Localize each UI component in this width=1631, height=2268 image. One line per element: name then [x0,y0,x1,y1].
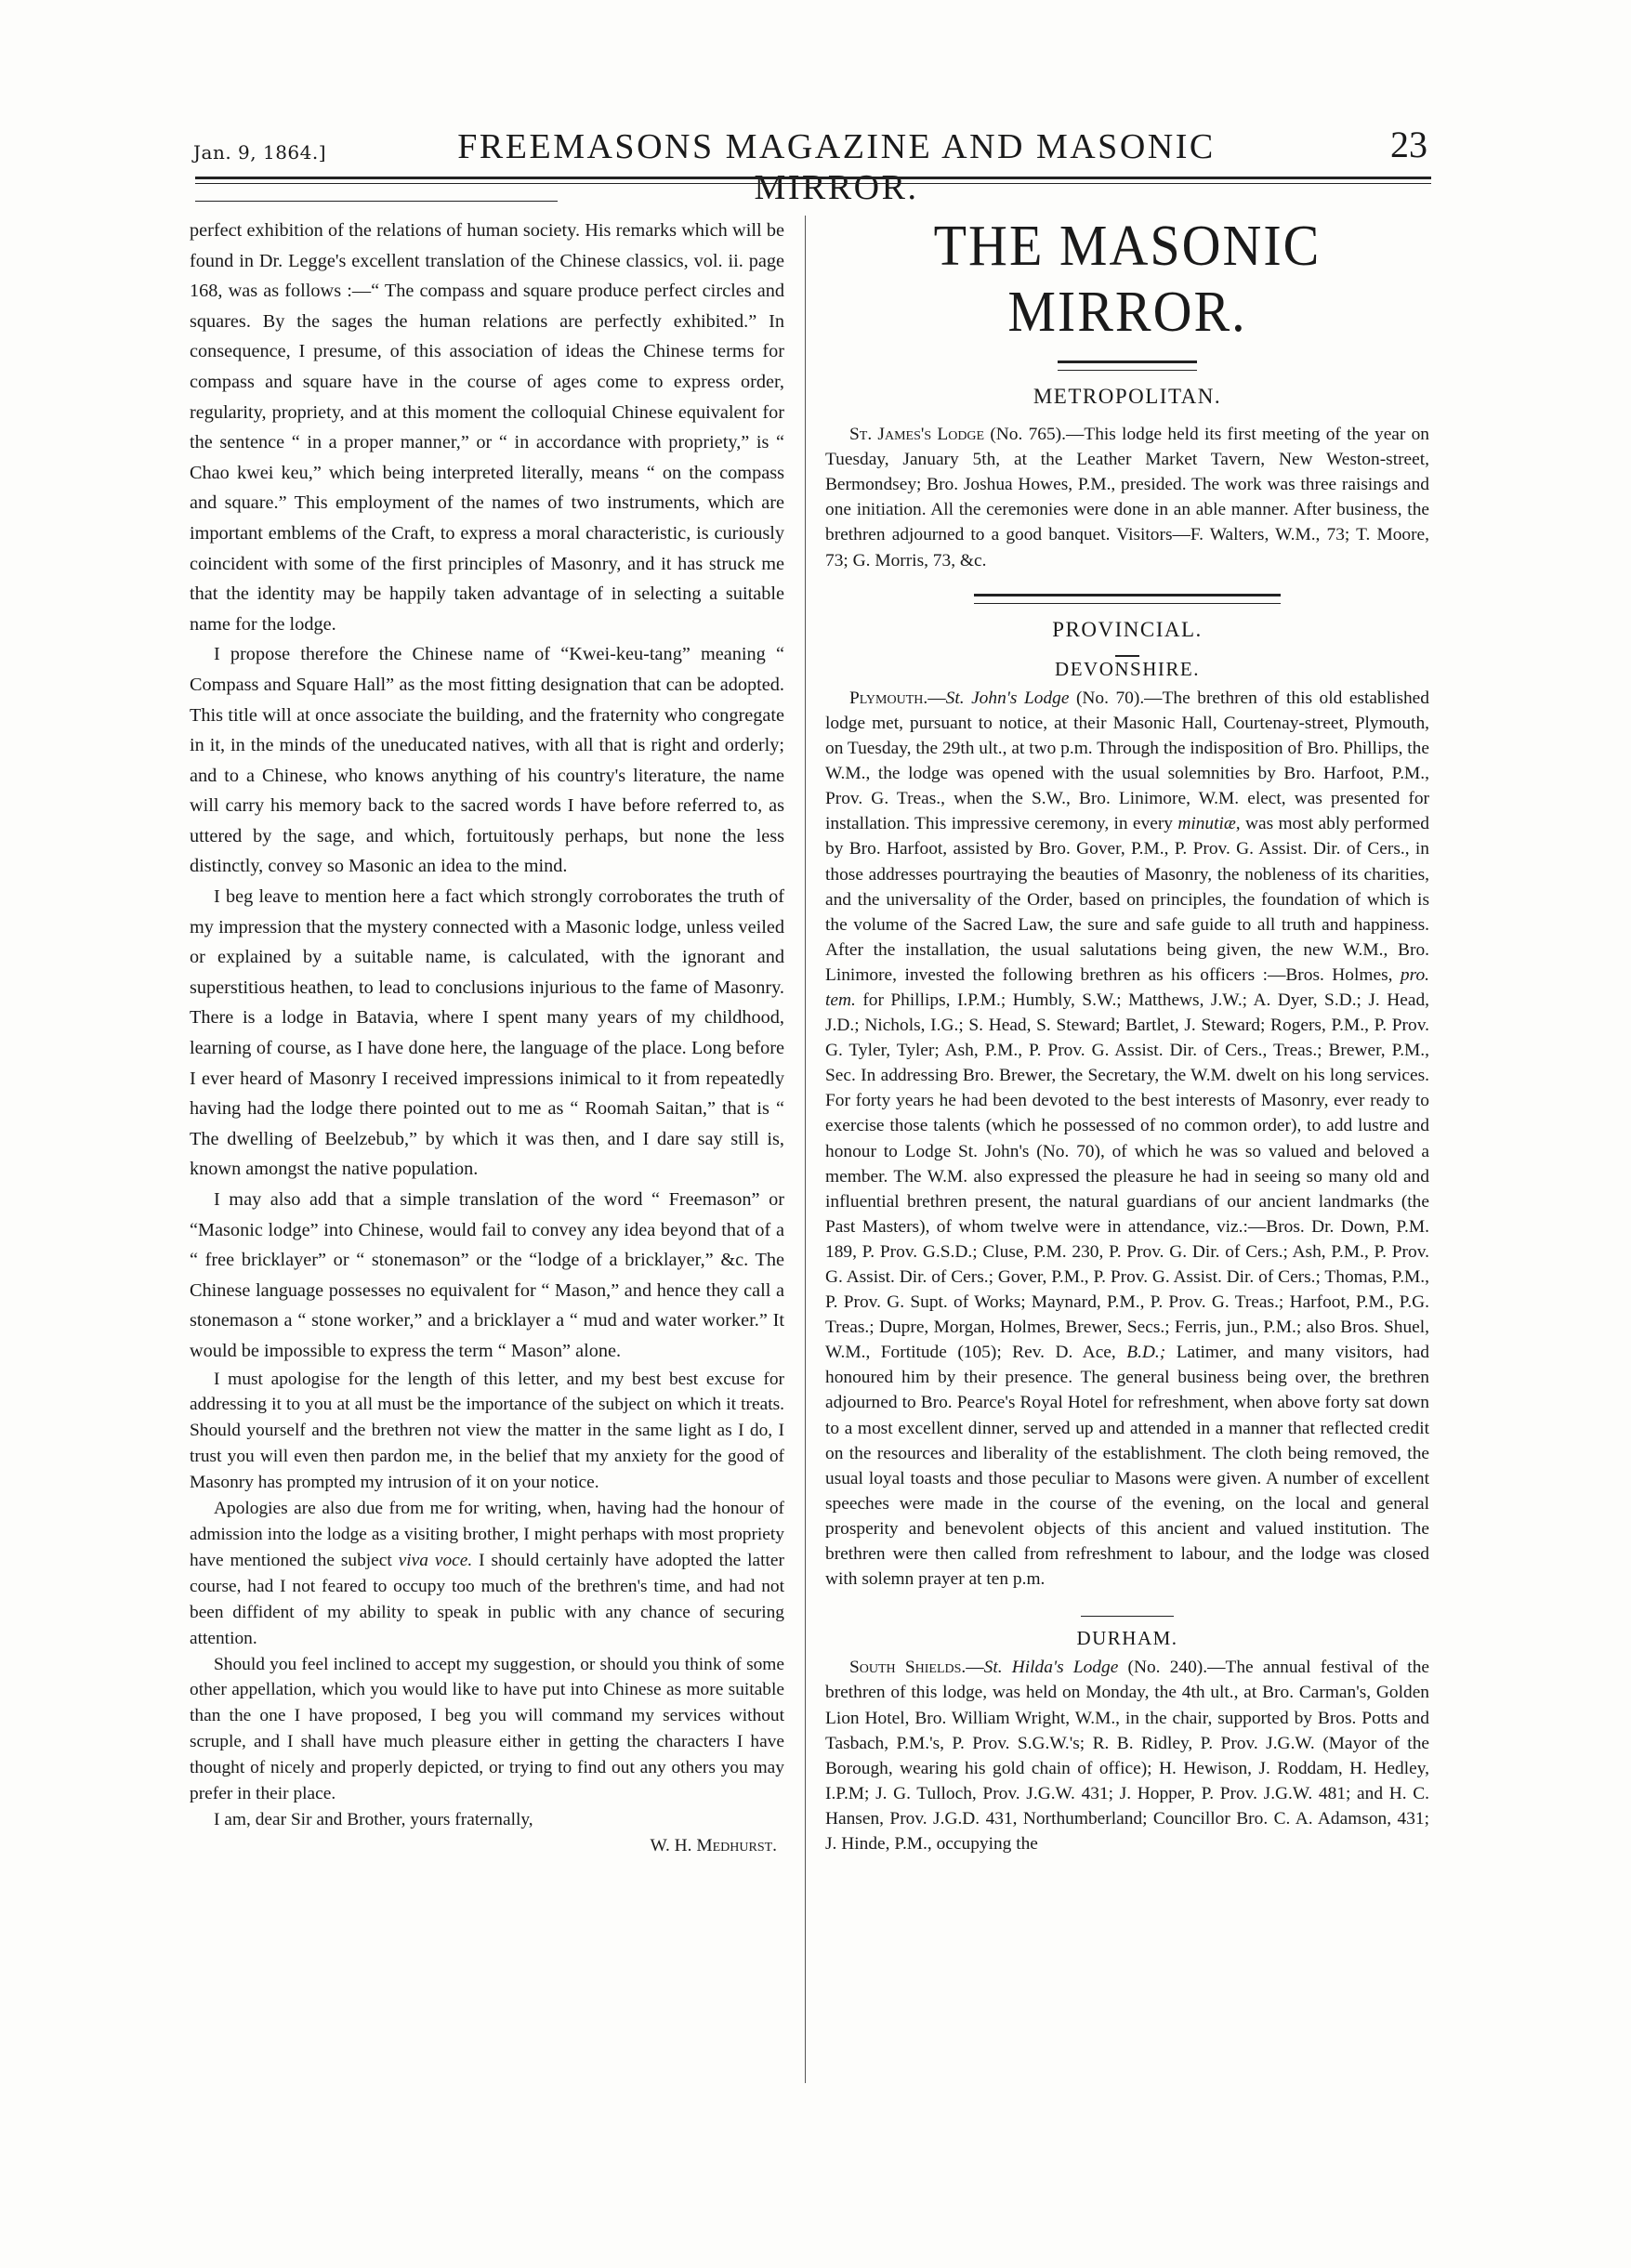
letter-closing: I am, dear Sir and Brother, yours fraternally, [214,1809,533,1829]
left-column-letter [190,216,784,1859]
italic-phrase: viva voce. [398,1550,473,1570]
county-heading-durham: DURHAM. [1076,1627,1178,1650]
magazine-title: FREEMASONS MAGAZINE AND MASONIC MIRROR. [457,127,1216,207]
text-run: Apologies are also due from me for writing, when, having had the honour of admission into the lodge as a visiting brother, I might perhaps with most propriety have mentioned the subject [190,1499,784,1570]
county-name: DEVONSHIRE. [1055,657,1200,680]
lodge-name: St. John's Lodge [945,688,1070,708]
header-rule-thick [195,177,1431,179]
page-number: 23 [1390,124,1427,165]
county-heading-devonshire [825,655,1429,682]
section-heading-metropolitan: METROPOLITAN. [1033,385,1222,408]
issue-date: Jan. 9, 1864.] [193,141,327,164]
right-column-masonic-mirror [825,212,1429,1856]
masthead: THE MASONIC MIRROR. [933,212,1322,345]
report-st-hildas-lodge: South Shields.—St. Hilda's Lodge (No. 240).—The annual festival of the brethren of this lodge, was held on Monday, the 4th ult., at Bro. Carman's, Golden Lion Hotel, Bro. William Wright, W.M., in the chair, supported by Bros. Potts and Tasbach, P.M.'s, P. Prov. S.G.W.'s; R. B. Ridley, P. Prov. J.G.W. (Mayor of the Borough, wearing his gold chain of office); H. Hewison, J. Roddam, H. Hedley, I.P.M; J. G. Tulloch, Prov. J.G.W. 431; J. Hopper, P. Prov. J.G.W. 481; and H. C. Hansen, Prov. J.G.D. 431, Northumberland; Councillor Bro. C. A. Adamson, 431; J. Hinde, P.M., occupying the [825,1658,1429,1854]
report-text: Latimer, and many visitors, had honoured him by their presence. The general business being over, the brethren adjourned to Bro. Pearce's Royal Hotel for refreshment, when above forty sat down to a most excellent dinner, served up and attended in a manner that reflected credit on the resources and liberality of the establishment. The cloth being removed, the usual loyal toasts and those peculiar to Masons were given. A number of excellent speeches were made in the course of the evening, on the local and general prosperity and benevolent objects of this ancient and valued institution. The brethren were then called from refreshment to labour, and the lodge was closed with solemn prayer at ten p.m. [825,1343,1429,1590]
letter-lower-section [190,1367,784,1859]
italic-phrase: pro. tem. [825,964,1429,1010]
lodge-name: St. Hilda's Lodge [983,1658,1119,1678]
letter-signature: W. H. Medhurst. [650,1835,777,1855]
place-name: South Shields. [849,1658,967,1678]
section-rule [974,594,1281,604]
report-st-james-lodge [825,422,1429,573]
report-text: was most ably performed by Bro. Harfoot, assisted by Bro. Gover, P.M., P. Prov. G. Assist. Dir. of Cers., in those addresses pourtraying the beauties of Masonry, the nobleness of its charities, and the universality of the Order, based on principles, the foundation of which is the volume of the Sacred Law, the sure and safe guide to all truth and happiness. After the installation, the usual salutations being given, the new W.M., Bro. Linimore, invested the following brethren as his officers :—Bros. Holmes, [825,814,1429,985]
italic-phrase: B.D.; [1126,1343,1166,1363]
letter-paragraph: Should you feel inclined to accept my suggestion, or should you think of some other appellation, which you would like to have put into Chinese as more suitable than the one I have proposed, I beg you will command my services without scruple, and I shall have much pleasure either in getting the characters I have thought of nicely and properly depicted, or trying to find out any others you may prefer in their place. [190,1654,784,1804]
letter-paragraph: I must apologise for the length of this letter, and my best best excuse for addressing it to you at all must be the importance of the subject on which it treats. Should yourself and the brethren not view the matter in the same light as I do, I trust you will even then pardon me, in the belief that my anxiety for the good of Masonry has prompted my intrusion of it on your notice. [190,1369,784,1493]
lodge-name: St. James's Lodge [849,425,985,445]
report-text: (No. 70).—The brethren of this old established lodge met, pursuant to notice, at their Masonic Hall, Courtenay-street, Plymouth, on Tuesday, the 29th ult., at two p.m. Through the indisposition of Bro. Phillips, the W.M., the lodge was opened with the usual solemnities by Bro. Harfoot, P.M., Prov. G. Treas., when the S.W., Bro. Linimore, W.M. elect, was presented for installation. This impressive ceremony, in every [825,688,1429,834]
section-rule [1058,361,1197,371]
letter-paragraph: I may also add that a simple translation of the word “ Freemason” or “Masonic lodge” into Chinese, would fail to convey any idea beyond that of a “ free bricklayer” or “ stonemason” or the “lodge of a bricklayer,” &c. The Chinese language possesses no equivalent for “ Mason,” and hence they call a stonemason a “ stone worker,” and a bricklayer a “ mud and water worker.” It would be impossible to express the term “ Mason” alone. [190,1189,784,1361]
running-header [186,119,1431,207]
text-run: I should certainly have adopted the latter course, had I not feared to occupy too much of the brethren's time, and had not been diffident of my ability to speak in public with any chance of securing attention. [190,1550,784,1648]
header-rule-thin [195,183,1431,184]
italic-phrase: minutiæ, [1177,814,1241,834]
section-heading-provincial: PROVINCIAL. [1052,617,1203,641]
letter-paragraph: I propose therefore the Chinese name of “Kwei-keu-tang” meaning “ Compass and Square Hall” as the most fitting designation that can be adopted. This title will at once associate the building, and the fraternity who congregate in it, in the minds of the uneducated natives, with all that is right and orderly; and to a Chinese, who knows anything of his country's literature, the name will carry his memory back to the sacred words I have before referred to, as uttered by the sage, and which, fortuitously perhaps, but none the less distinctly, convey so Masonic an idea to the mind. [190,644,784,877]
left-column-top-rule [195,201,558,202]
report-text: for Phillips, I.P.M.; Humbly, S.W.; Matthews, J.W.; A. Dyer, S.D.; J. Head, J.D.; Nichols, I.G.; S. Head, S. Steward; Bartlet, J. Steward; Rogers, P.M., P. Prov. G. Tyler, Tyler; Ash, P.M., P. Prov. G. Assist. Dir. of Cers., Treas.; Brewer, P.M., Sec. In addressing Bro. Brewer, the Secretary, the W.M. dwelt on his long services. For forty years he had been devoted to the best interests of Masonry, ever ready to exercise those talents (which he possessed of no common order), to add lustre and honour to Lodge St. John's (No. 70), of which he was so valued and beloved a member. The W.M. also expressed the pleasure he had in seeing so many old and influential brethren present, the natural guardians of our ancient landmarks (the Past Masters), of whom twelve were in attendance, viz.:—Bros. Dr. Down, P.M. 189, P. Prov. G.S.D.; Cluse, P.M. 230, P. Prov. G. Dir. of Cers.; Ash, P.M., P. Prov. G. Assist. Dir. of Cers.; Gover, P.M., P. Prov. G. Assist. Dir. of Cers.; Thomas, P.M., P. Prov. G. Supt. of Works; Maynard, P.M., P. Prov. G. Treas.; Harfoot, P.M., P.G. Treas.; Dupre, Morgan, Holmes, Brewer, Secs.; Ferris, jun., P.M.; also Bros. Shuel, W.M., Fortitude (105); Rev. D. Ace, [825,990,1429,1363]
letter-paragraph: I beg leave to mention here a fact which strongly corroborates the truth of my impression that the mystery connected with a Masonic lodge, unless veiled or explained by a suitable name, is calculated, with the ignorant and superstitious heathen, to lead to conclusions injurious to the fame of Masonry. There is a lodge in Batavia, where I spent many years of my childhood, learning of course, as I have done here, the language of the place. Long before I ever heard of Masonry I received impressions inimical to it from repeatedly having had the lodge there pointed out to me as “ Roomah Saitan,” that is “ The dwelling of Beelzebub,” by which it was then, and I dare say still is, known amongst the native population. [190,886,784,1180]
heading-rule [1115,655,1139,657]
letter-paragraph [190,1496,784,1651]
report-text: (No. 765).—This lodge held its first meeting of the year on Tuesday, January 5th, at the Leather Market Tavern, New Weston-street, Bermondsey; Bro. Joshua Howes, P.M., presided. The work was three raisings and one initiation. All the ceremonies were done in an able manner. After business, the brethren adjourned to a good banquet. Visitors—F. Walters, W.M., 73; T. Moore, 73; G. Morris, 73, &c. [825,425,1429,570]
place-name: Plymouth. [849,688,928,708]
report-st-johns-lodge: Plymouth.—St. John's Lodge (No. 70).—The brethren of this old established lodge met, pursuant to notice, at their Masonic Hall, Courtenay-street, Plymouth, on Tuesday, the 29th ult., at two p.m. Through the indisposition of Bro. Phillips, the W.M., the lodge was opened with the usual solemnities by Bro. Harfoot, P.M., Prov. G. Treas., when the S.W., Bro. Linimore, W.M. elect, was presented for installation. This impressive ceremony, in every minutiæ, was most ably performed by Bro. Harfoot, assisted by Bro. Gover, P.M., P. Prov. G. Assist. Dir. of Cers., in those addresses pourtraying the beauties of Masonry, the nobleness of its charities, and the universality of the Order, based on principles, the foundation of which is the volume of the Sacred Law, the sure and safe guide to all truth and happiness. After the installation, the usual salutations being given, the new W.M., Bro. Linimore, invested the following brethren as his officers :—Bros. Holmes, pro. tem. for Phillips, I.P.M.; Humbly, S.W.; Matthews, J.W.; A. Dyer, S.D.; J. Head, J.D.; Nichols, I.G.; S. Head, S. Steward; Bartlet, J. Steward; Rogers, P.M., P. Prov. G. Tyler, Tyler; Ash, P.M., P. Prov. G. Assist. Dir. of Cers., Treas.; Brewer, P.M., Sec. In addressing Bro. Brewer, the Secretary, the W.M. dwelt on his long services. For forty years he had been devoted to the best interests of Masonry, ever ready to exercise those talents (which he possessed of no common order), to add lustre and honour to Lodge St. John's (No. 70), of which he was so valued and beloved a member. The W.M. also expressed the pleasure he had in seeing so many old and influential brethren present, the natural guardians of our ancient landmarks (the Past Masters), of whom twelve were in attendance, viz.:—Bros. Dr. Down, P.M. 189, P. Prov. G.S.D.; Cluse, P.M. 230, P. Prov. G. Dir. of Cers.; Ash, P.M., P. Prov. G. Assist. Dir. of Cers.; Gover, P.M., P. Prov. G. Assist. Dir. of Cers.; Thomas, P.M., P. Prov. G. Supt. of Works; Maynard, P.M., P. Prov. G. Treas.; Harfoot, P.M., P.G. Treas.; Dupre, Morgan, Holmes, Brewer, Secs.; Ferris, jun., P.M.; also Bros. Shuel, W.M., Fortitude (105); Rev. D. Ace, B.D.; Latimer, and many visitors, had honoured him by their presence. The general business being over, the brethren adjourned to Bro. Pearce's Royal Hotel for refreshment, when above forty sat down to a most excellent dinner, served up and attended in a manner that reflected credit on the resources and liberality of the establishment. The cloth being removed, the usual loyal toasts and those peculiar to Masons were given. A number of excellent speeches were made in the course of the evening, on the local and general prosperity and benevolent objects of this ancient and valued institution. The brethren were then called from refreshment to labour, and the lodge was closed with solemn prayer at ten p.m. [825,688,1429,1590]
column-divider [805,216,806,2083]
letter-paragraph: perfect exhibition of the relations of human society. His remarks which will be found in Dr. Legge's excellent translation of the Chinese classics, vol. ii. page 168, was as follows :—“ The compass and square produce perfect circles and squares. By the sages the human relations are perfectly exhibited.” In consequence, I presume, of this association of ideas the Chinese terms for compass and square have in the course of ages come to express order, regularity, propriety, and at this moment the colloquial Chinese equivalent for the sentence “ in a proper manner,” or “ in accordance with propriety,” is “ Chao kwei keu,” which being interpreted literally, means “ on the compass and square.” This employment of the names of two instruments, which are important emblems of the Craft, to express a moral characteristic, is curiously coincident with some of the first principles of Masonry, and it has struck me that the identity may be happily taken advantage of in selecting a suitable name for the lodge. [190,220,784,635]
report-text: (No. 240).—The annual festival of the brethren of this lodge, was held on Monday, the 4th ult., at Bro. Carman's, Golden Lion Hotel, Bro. William Wright, W.M., in the chair, supported by Bros. Potts and Tasbach, P.M.'s, P. Prov. S.G.W.'s; R. B. Ridley, P. Prov. J.G.W. (Mayor of the Borough, wearing his gold chain of office); H. Hewison, J. Roddam, H. Hedley, I.P.M; J. G. Tulloch, Prov. J.G.W. 431; J. Hopper, P. Prov. J.G.W. 481; and H. C. Hansen, Prov. J.G.D. 431, Northumberland; Councillor Bro. C. A. Adamson, 431; J. Hinde, P.M., occupying the [825,1658,1429,1854]
section-rule [1081,1616,1174,1617]
